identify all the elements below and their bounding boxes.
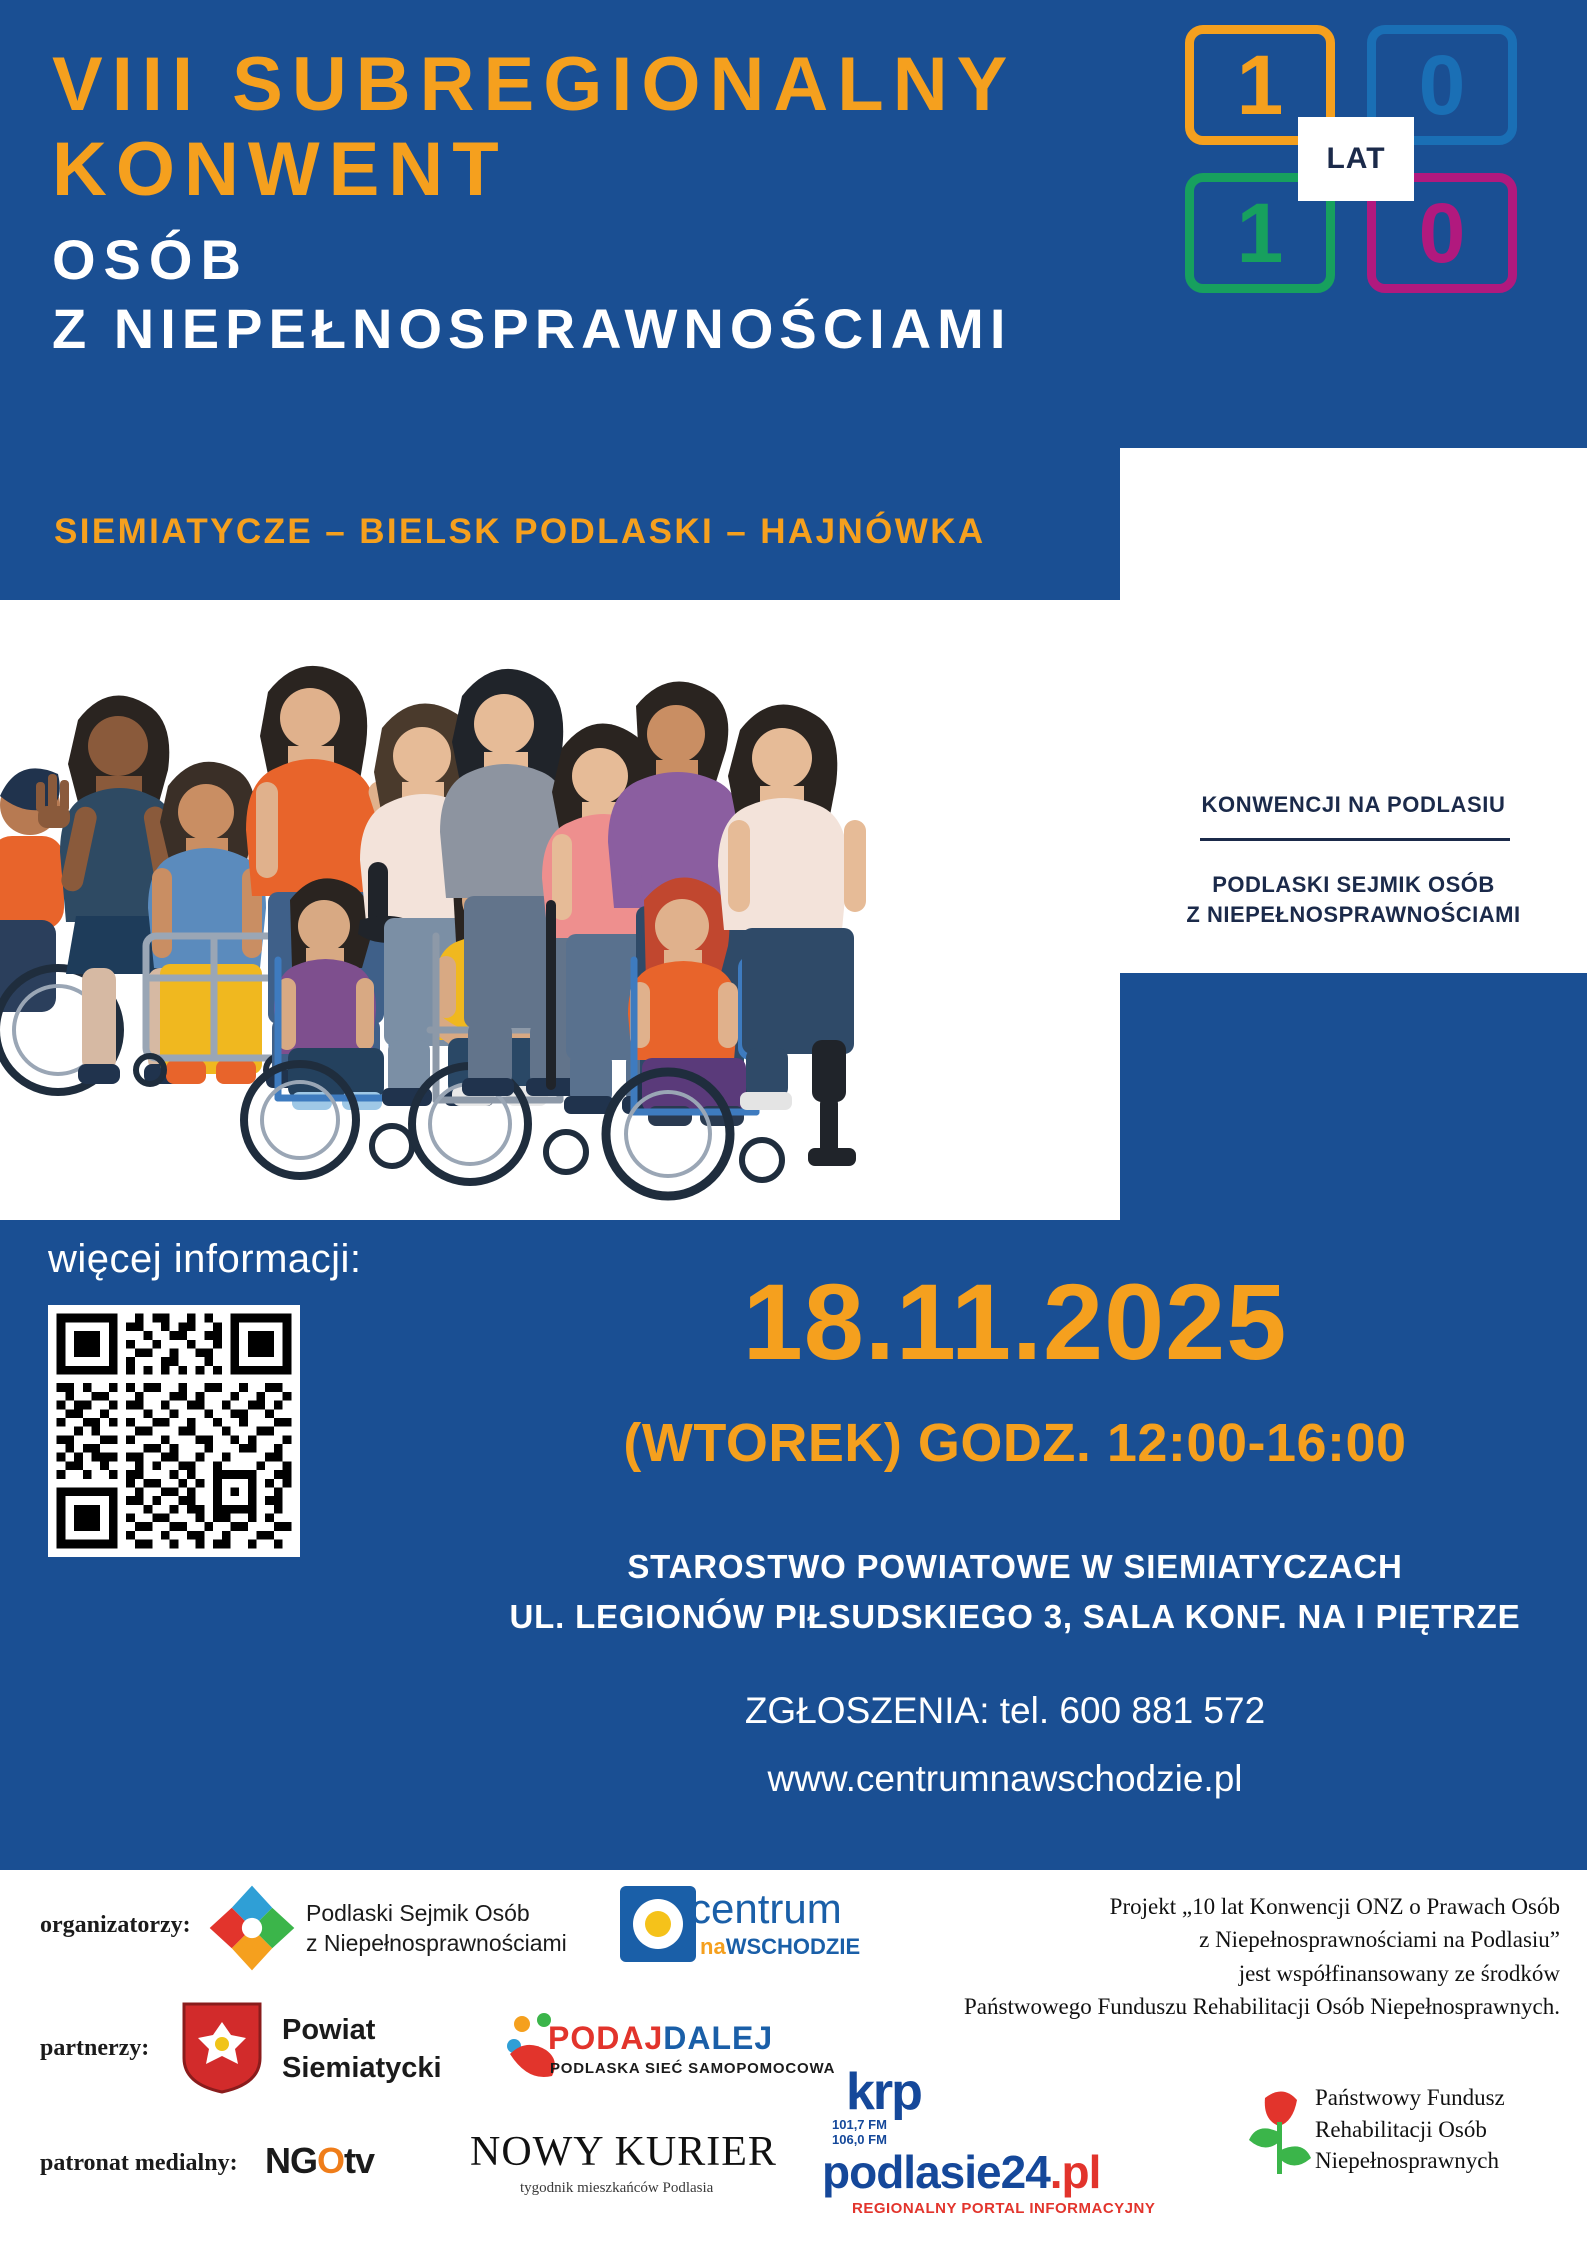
krp-freq-1: 101,7 FM bbox=[832, 2117, 887, 2132]
partner-1-line-2: Siemiatycki bbox=[282, 2051, 442, 2084]
podlaski-sejmik-logo-icon bbox=[206, 1882, 298, 1974]
qr-code-svg bbox=[48, 1305, 300, 1557]
project-line-3: jest współfinansowany ze środków bbox=[1238, 1960, 1560, 1986]
title-line-2: KONWENT bbox=[52, 127, 508, 213]
media-patron-podlasie24-subtitle: REGIONALNY PORTAL INFORMACYJNY bbox=[852, 2200, 1156, 2217]
cities-subtitle: SIEMIATYCZE – BIELSK PODLASKI – HAJNÓWKA bbox=[54, 512, 986, 551]
venue-line-2: UL. LEGIONÓW PIŁSUDSKIEGO 3, SALA KONF. NA I PIĘTRZE bbox=[509, 1598, 1521, 1635]
partner-2-name-part-a: PODAJ bbox=[548, 2020, 664, 2056]
more-info-label: więcej informacji: bbox=[48, 1237, 362, 1281]
people-illustration bbox=[0, 600, 1120, 1220]
title-line-1: VIII SUBREGIONALNY bbox=[52, 42, 1017, 127]
media-patron-podlasie24 bbox=[822, 2145, 1100, 2199]
contact-website[interactable]: www.centrumnawschodzie.pl bbox=[767, 1758, 1243, 1799]
contact-phone: ZGŁOSZENIA: tel. 600 881 572 bbox=[744, 1690, 1266, 1731]
organizer-1-line-2: z Niepełnosprawnościami bbox=[306, 1930, 567, 1957]
anniversary-org-line-2: Z NIEPEŁNOSPRAWNOŚCIAMI bbox=[1186, 902, 1521, 928]
event-date: 18.11.2025 bbox=[742, 1261, 1288, 1382]
anniversary-digit-3: 1 bbox=[1185, 173, 1335, 293]
organizer-2-name: centrum bbox=[690, 1885, 842, 1932]
project-funding-text bbox=[820, 1890, 1560, 2023]
illustration-svg bbox=[0, 600, 1120, 1220]
media-patron-krp bbox=[846, 2062, 921, 2122]
partner-2-name bbox=[548, 2020, 773, 2057]
title-line-3: OSÓB bbox=[52, 228, 249, 292]
page-title bbox=[52, 42, 1112, 363]
partner-2-subtitle: PODLASKA SIEĆ SAMOPOMOCOWA bbox=[550, 2060, 836, 2077]
organizer-2-sub-na: na bbox=[700, 1934, 726, 1959]
pfron-line-3: Niepełnosprawnych bbox=[1315, 2148, 1499, 2174]
ngotv-o: O bbox=[317, 2140, 345, 2181]
krp-rp: rp bbox=[872, 2063, 921, 2121]
anniversary-organization bbox=[1120, 870, 1587, 931]
anniversary-divider bbox=[1200, 838, 1510, 841]
podlasie24-name: podlasie24 bbox=[822, 2146, 1050, 2198]
organizers-label: organizatorzy: bbox=[40, 1912, 191, 1938]
media-patron-ngotv bbox=[265, 2140, 374, 2182]
anniversary-digit-2: 0 bbox=[1367, 25, 1517, 145]
anniversary-caption: KONWENCJI NA PODLASIU bbox=[1201, 792, 1506, 817]
media-patron-nowy-kurier-subtitle: tygodnik mieszkańców Podlasia bbox=[520, 2180, 714, 2196]
project-line-1: Projekt „10 lat Konwencji ONZ o Prawach Osób bbox=[1109, 1894, 1560, 1919]
partners-label: partnerzy: bbox=[40, 2035, 150, 2061]
qr-code[interactable] bbox=[48, 1305, 300, 1557]
podlasie24-tld: .pl bbox=[1049, 2146, 1101, 2198]
event-time: (WTOREK) GODZ. 12:00-16:00 bbox=[623, 1413, 1407, 1473]
partner-1-name bbox=[282, 2012, 442, 2087]
ngotv-tv: tv bbox=[344, 2140, 375, 2181]
organizer-1-name bbox=[306, 1898, 567, 1959]
partner-1-line-1: Powiat bbox=[282, 2014, 376, 2046]
pfron-line-2: Rehabilitacji Osób bbox=[1315, 2116, 1487, 2142]
powiat-siemiatycki-crest-icon bbox=[180, 2000, 264, 2096]
pfron-name bbox=[1315, 2082, 1505, 2177]
anniversary-org-line-1: PODLASKI SEJMIK OSÓB bbox=[1212, 872, 1495, 897]
krp-freq-2: 106,0 FM bbox=[832, 2131, 887, 2147]
project-line-4: Państwowego Funduszu Rehabilitacji Osób Niepełnosprawnych. bbox=[964, 1994, 1560, 2020]
media-patron-krp-frequencies bbox=[832, 2118, 887, 2148]
organizer-1-line-1: Podlaski Sejmik Osób bbox=[306, 1900, 530, 1926]
anniversary-digits bbox=[1185, 25, 1525, 295]
organizer-2-sub-rest: WSCHODZIE bbox=[725, 1934, 861, 1959]
title-line-4: Z NIEPEŁNOSPRAWNOŚCIAMI bbox=[52, 296, 1012, 360]
anniversary-digit-1: 1 bbox=[1185, 25, 1335, 145]
media-patron-nowy-kurier: NOWY KURIER bbox=[470, 2129, 777, 2175]
anniversary-lat-badge: LAT bbox=[1298, 117, 1414, 201]
anniversary-digit-4: 0 bbox=[1367, 173, 1517, 293]
krp-k: k bbox=[846, 2063, 873, 2121]
pfron-line-1: Państwowy Fundusz bbox=[1315, 2085, 1505, 2110]
ngotv-ng: NG bbox=[265, 2140, 317, 2181]
partner-2-name-part-b: DALEJ bbox=[663, 2020, 774, 2056]
venue-line-1: STAROSTWO POWIATOWE W SIEMIATYCZACH bbox=[627, 1548, 1403, 1585]
media-patrons-label: patronat medialny: bbox=[40, 2150, 238, 2176]
project-line-2: z Niepełnosprawnościami na Podlasiu” bbox=[1199, 1927, 1560, 1953]
